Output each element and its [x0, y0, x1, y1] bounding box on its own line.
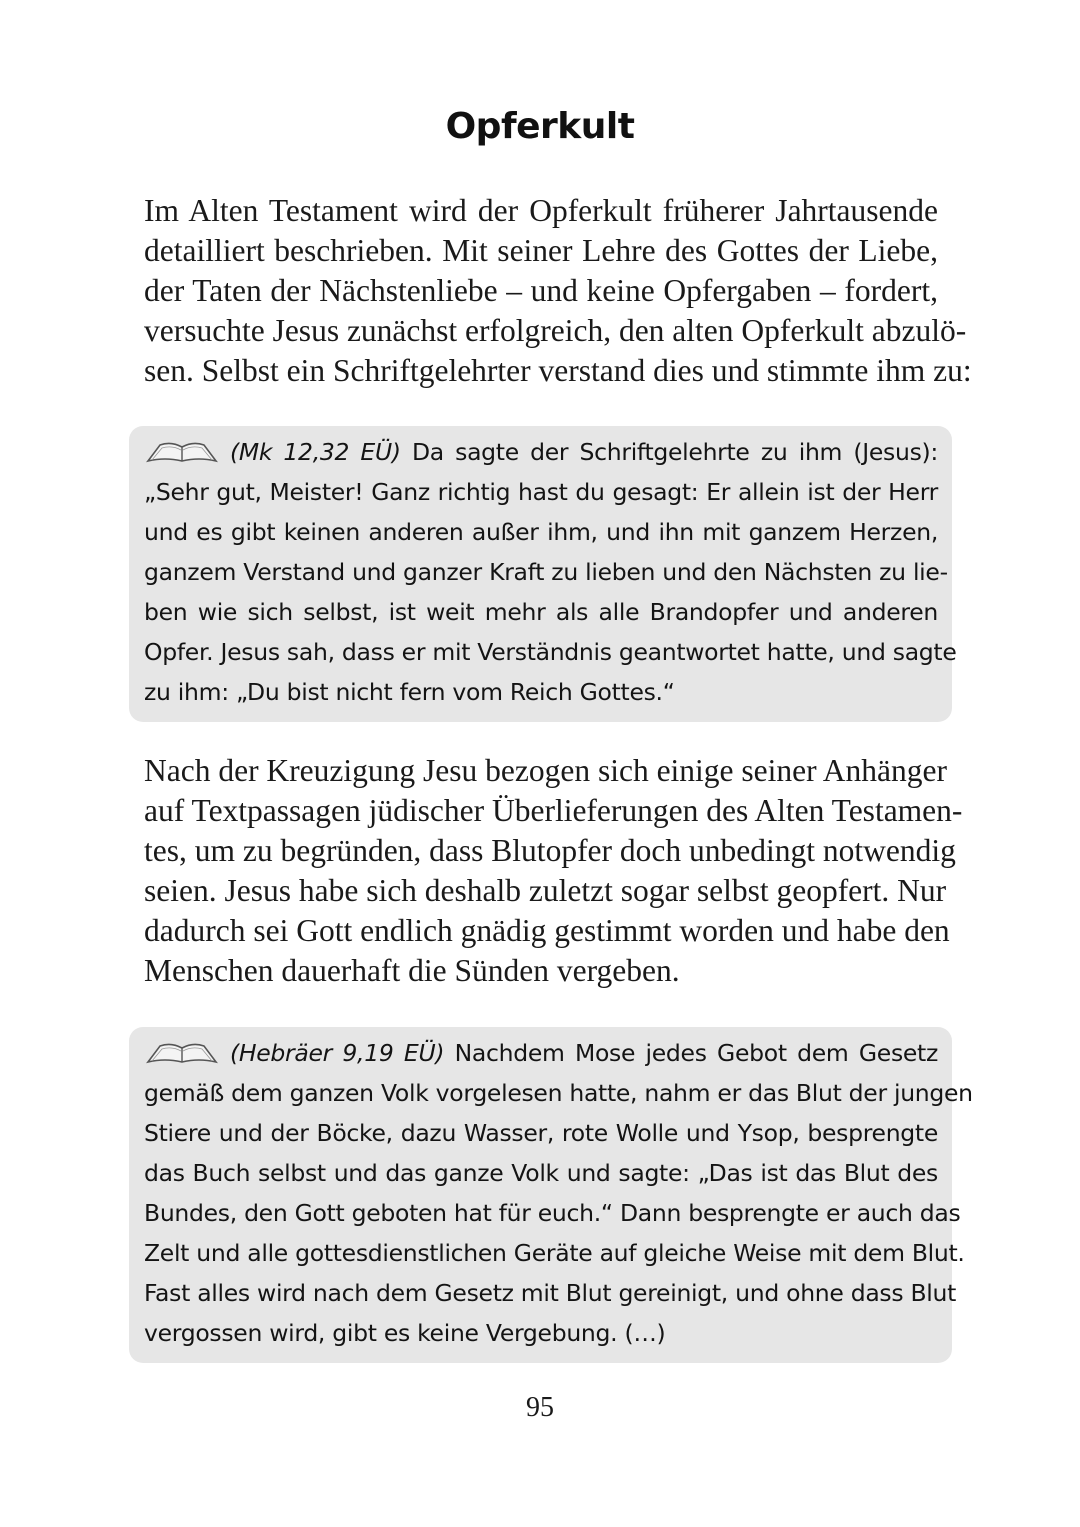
quote-text: Da sagte der Schriftgelehrte zu ihm (Jesus):: [412, 438, 938, 466]
quote-text: Nachdem Mose jedes Gebot dem Gesetz: [454, 1039, 939, 1067]
paragraph-line: dadurch sei Gott endlich gnädig gestimmt worden und habe den: [144, 913, 950, 948]
paragraph-line: Menschen dauerhaft die Sünden vergeben.: [144, 953, 680, 988]
quote-line: vergossen wird, gibt es keine Vergebung. (…): [144, 1319, 666, 1347]
open-book-icon: [144, 439, 220, 463]
quote-first-line: [144, 1033, 938, 1073]
paragraph-line: Nach der Kreuzigung Jesu bezogen sich einige seiner Anhänger: [144, 753, 947, 788]
quote-line: Stiere und der Böcke, dazu Wasser, rote Wolle und Ysop, besprengte: [144, 1119, 938, 1147]
scripture-reference: (Hebräer 9,19 EÜ): [230, 1039, 445, 1067]
quote-line: „Sehr gut, Meister! Ganz richtig hast du gesagt: Er allein ist der Herr: [144, 478, 938, 506]
scripture-reference: (Mk 12,32 EÜ): [230, 438, 401, 466]
bible-quote-mk: [129, 426, 957, 722]
paragraph-line: sen. Selbst ein Schriftgelehrter verstand dies und stimmte ihm zu:: [144, 353, 972, 388]
paragraph-line: versuchte Jesus zunächst erfolgreich, den alten Opferkult abzulö-: [144, 313, 967, 348]
paragraph-line: der Taten der Nächstenliebe – und keine Opfergaben – fordert,: [144, 273, 938, 308]
page-title: Opferkult: [445, 106, 635, 147]
quote-line: Opfer. Jesus sah, dass er mit Verständnis geantwortet hatte, und sagte: [144, 638, 957, 666]
quote-line: zu ihm: „Du bist nicht fern vom Reich Gottes.“: [144, 678, 675, 706]
quote-line: ben wie sich selbst, ist weit mehr als alle Brandopfer und anderen: [144, 598, 938, 626]
quote-line: Zelt und alle gottesdienstlichen Geräte auf gleiche Weise mit dem Blut.: [144, 1239, 965, 1267]
quote-line: gemäß dem ganzen Volk vorgelesen hatte, nahm er das Blut der jungen: [144, 1079, 973, 1107]
quote-line: Bundes, den Gott geboten hat für euch.“ Dann besprengte er auch das: [144, 1199, 961, 1227]
quote-first-line: [144, 432, 938, 472]
page-number: 95: [526, 1392, 554, 1423]
quote-line: das Buch selbst und das ganze Volk und sagte: „Das ist das Blut des: [144, 1159, 938, 1187]
open-book-icon: [144, 1040, 220, 1064]
paragraph-line: seien. Jesus habe sich deshalb zuletzt sogar selbst geopfert. Nur: [144, 873, 947, 908]
paragraph-line: tes, um zu begründen, dass Blutopfer doch unbedingt notwendig: [144, 833, 956, 868]
quote-line: Fast alles wird nach dem Gesetz mit Blut gereinigt, und ohne dass Blut: [144, 1279, 957, 1307]
paragraph-line: auf Textpassagen jüdischer Überlieferungen des Alten Testamen-: [144, 793, 963, 828]
quote-line: ganzem Verstand und ganzer Kraft zu lieben und den Nächsten zu lie-: [144, 558, 948, 586]
bible-quote-hebraeer: [129, 1027, 973, 1363]
paragraph-line: detailliert beschrieben. Mit seiner Lehre des Gottes der Liebe,: [144, 233, 938, 268]
second-paragraph: [144, 751, 963, 991]
intro-paragraph: [144, 191, 972, 391]
paragraph-line: Im Alten Testament wird der Opferkult früherer Jahrtausende: [144, 193, 938, 228]
quote-line: und es gibt keinen anderen außer ihm, und ihn mit ganzem Herzen,: [144, 518, 938, 546]
